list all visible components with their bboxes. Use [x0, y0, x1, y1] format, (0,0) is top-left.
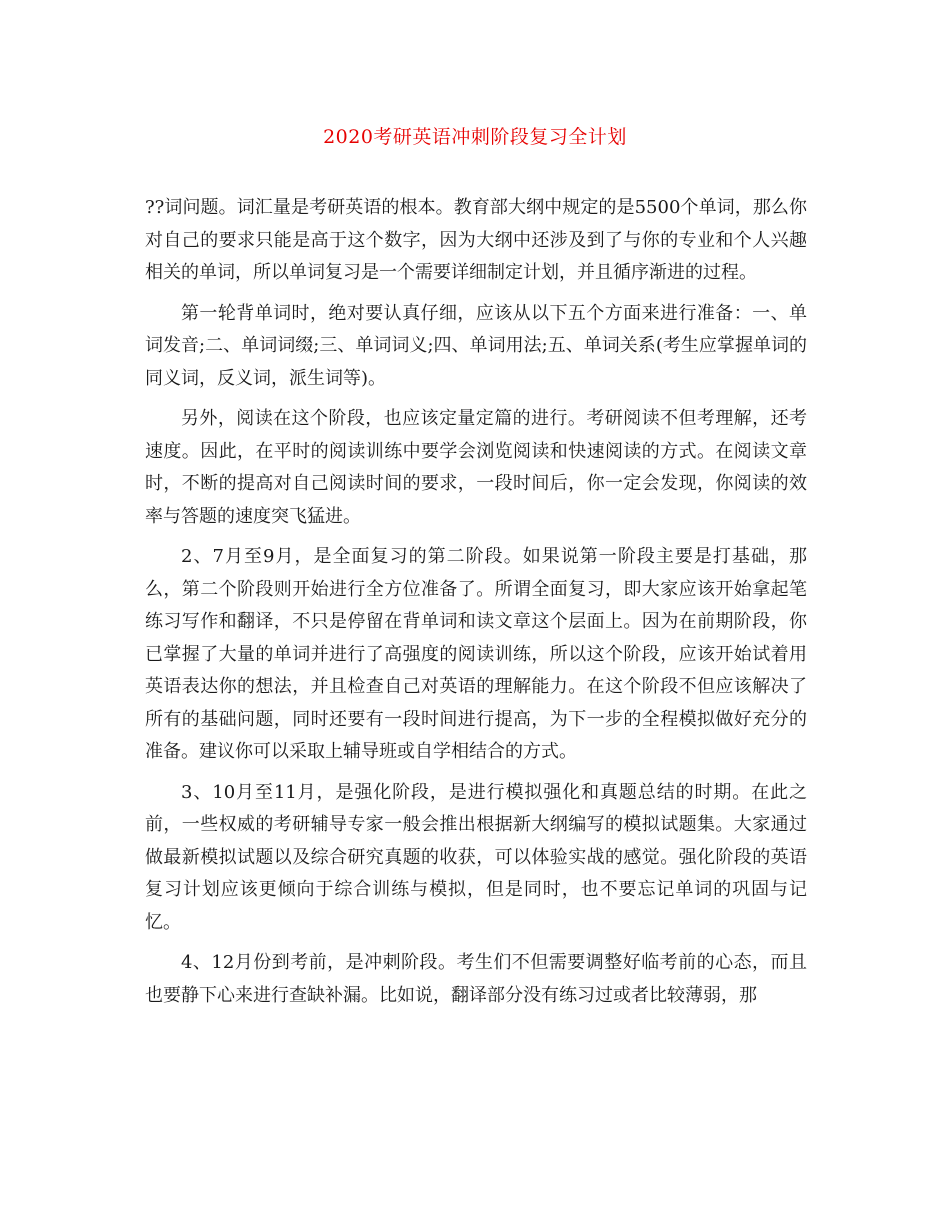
paragraph-first-round: 第一轮背单词时，绝对要认真仔细，应该从以下五个方面来进行准备：一、单词发音;二、单词词缀;三、单词词义;四、单词用法;五、单词关系(考生应掌握单词的同义词，反义词，派生词等)。: [145, 302, 807, 389]
document-body: [145, 192, 807, 1020]
document-title: 2020考研英语冲刺阶段复习全计划: [323, 126, 627, 148]
paragraph-stage-three: 3、10月至11月，是强化阶段，是进行模拟强化和真题总结的时期。在此之前，一些权威的考研辅导专家一般会推出根据新大纲编写的模拟试题集。大家通过做最新模拟试题以及综合研究真题的收获，可以体验实战的感觉。强化阶段的英语复习计划应该更倾向于综合训练与模拟，但是同时，也不要忘记单词的巩固与记忆。: [145, 781, 807, 933]
paragraph-vocabulary: ??词问题。词汇量是考研英语的根本。教育部大纲中规定的是5500个单词，那么你对自己的要求只能是高于这个数字，因为大纲中还涉及到了与你的专业和个人兴趣相关的单词，所以单词复习是一个需要详细制定计划，并且循序渐进的过程。: [145, 197, 807, 283]
paragraph-reading: 另外，阅读在这个阶段，也应该定量定篇的进行。考研阅读不但考理解，还考速度。因此，在平时的阅读训练中要学会浏览阅读和快速阅读的方式。在阅读文章时，不断的提高对自己阅读时间的要求，一段时间后，你一定会发现，你阅读的效率与答题的速度突飞猛进。: [145, 408, 807, 527]
paragraph-stage-two: 2、7月至9月，是全面复习的第二阶段。如果说第一阶段主要是打基础，那么，第二个阶段则开始进行全方位准备了。所谓全面复习，即大家应该开始拿起笔练习写作和翻译，不只是停留在背单词和读文章这个层面上。因为在前期阶段，你已掌握了大量的单词并进行了高强度的阅读训练，所以这个阶段，应该开始试着用英语表达你的想法，并且检查自己对英语的理解能力。在这个阶段不但应该解决了所有的基础问题，同时还要有一段时间进行提高，为下一步的全程模拟做好充分的准备。建议你可以采取上辅导班或自学相结合的方式。: [145, 546, 807, 762]
paragraph-stage-four: 4、12月份到考前，是冲刺阶段。考生们不但需要调整好临考前的心态，而且也要静下心来进行查缺补漏。比如说，翻译部分没有练习过或者比较薄弱，那: [145, 952, 807, 1006]
